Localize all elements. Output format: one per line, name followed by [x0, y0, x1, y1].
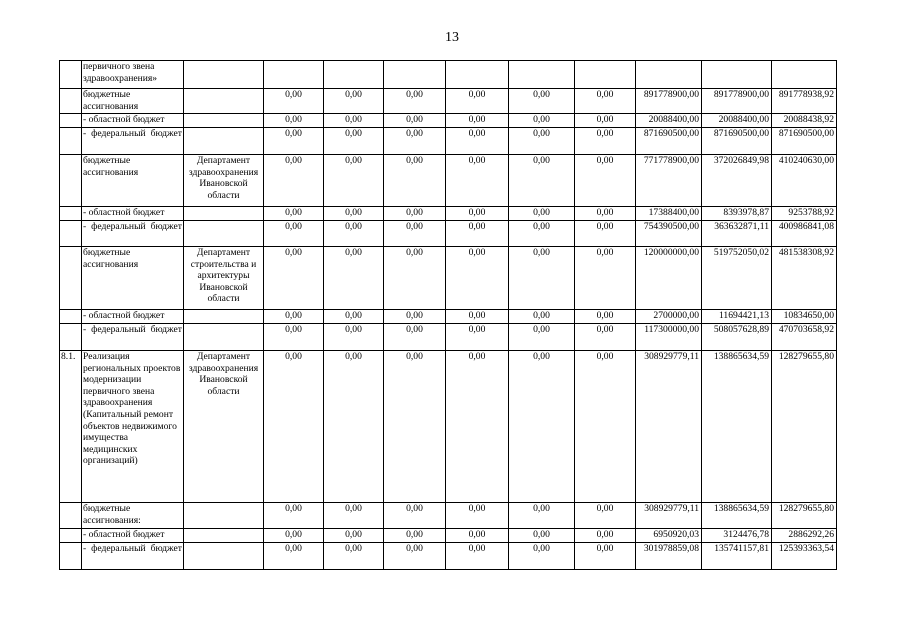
row-number-cell	[60, 310, 82, 324]
amount-cell: 0,00	[446, 503, 509, 529]
amount-cell: 308929779,11	[636, 351, 702, 503]
amount-cell: 0,00	[575, 247, 636, 310]
amount-cell: 410240630,00	[772, 155, 837, 207]
amount-cell: 0,00	[509, 543, 575, 570]
table-row	[60, 543, 837, 570]
table-row	[60, 89, 837, 114]
table-row	[60, 207, 837, 221]
department-cell	[184, 128, 264, 155]
amount-cell: 0,00	[264, 324, 324, 351]
amount-cell: 0,00	[264, 128, 324, 155]
amount-cell: 0,00	[509, 89, 575, 114]
amount-cell: 0,00	[575, 324, 636, 351]
amount-cell: 0,00	[384, 155, 446, 207]
amount-cell: 301978859,08	[636, 543, 702, 570]
row-number-cell	[60, 114, 82, 128]
item-name-cell: - областной бюджет	[82, 114, 184, 128]
amount-cell: 10834650,00	[772, 310, 837, 324]
item-name-cell: бюджетные ассигнования:	[82, 503, 184, 529]
table-row	[60, 503, 837, 529]
amount-cell: 0,00	[324, 155, 384, 207]
amount-cell: 0,00	[509, 247, 575, 310]
amount-cell: 138865634,59	[702, 351, 772, 503]
amount-cell: 0,00	[446, 128, 509, 155]
amount-cell: 0,00	[324, 247, 384, 310]
amount-cell: 0,00	[264, 503, 324, 529]
item-name-cell: бюджетные ассигнования	[82, 247, 184, 310]
department-cell: Департамент здравоохранения Ивановской области	[184, 155, 264, 207]
amount-cell: 0,00	[575, 128, 636, 155]
department-cell	[184, 503, 264, 529]
row-number-cell	[60, 221, 82, 247]
amount-cell: 2886292,26	[772, 529, 837, 543]
item-name-cell: - федеральный бюджет	[82, 543, 184, 570]
amount-cell	[636, 61, 702, 89]
row-number-cell	[60, 503, 82, 529]
amount-cell: 871690500,00	[702, 128, 772, 155]
amount-cell: 0,00	[509, 351, 575, 503]
amount-cell: 308929779,11	[636, 503, 702, 529]
amount-cell: 20088400,00	[636, 114, 702, 128]
amount-cell	[772, 61, 837, 89]
amount-cell: 0,00	[384, 207, 446, 221]
department-cell	[184, 221, 264, 247]
amount-cell: 0,00	[509, 114, 575, 128]
amount-cell: 0,00	[384, 351, 446, 503]
amount-cell: 0,00	[509, 155, 575, 207]
amount-cell: 0,00	[509, 503, 575, 529]
amount-cell: 0,00	[324, 351, 384, 503]
row-number-cell	[60, 89, 82, 114]
amount-cell: 0,00	[324, 310, 384, 324]
page-number: 13	[445, 30, 459, 45]
amount-cell: 8393978,87	[702, 207, 772, 221]
amount-cell: 0,00	[324, 89, 384, 114]
amount-cell: 0,00	[509, 324, 575, 351]
amount-cell: 128279655,80	[772, 351, 837, 503]
amount-cell: 0,00	[384, 310, 446, 324]
amount-cell: 20088438,92	[772, 114, 837, 128]
amount-cell: 0,00	[264, 351, 324, 503]
table-row	[60, 114, 837, 128]
amount-cell	[446, 61, 509, 89]
amount-cell: 0,00	[509, 310, 575, 324]
row-number-cell	[60, 155, 82, 207]
table-row	[60, 529, 837, 543]
amount-cell: 0,00	[575, 114, 636, 128]
amount-cell	[264, 61, 324, 89]
amount-cell: 135741157,81	[702, 543, 772, 570]
amount-cell: 6950920,03	[636, 529, 702, 543]
amount-cell: 0,00	[264, 310, 324, 324]
row-number-cell	[60, 324, 82, 351]
row-number-cell	[60, 543, 82, 570]
amount-cell: 871690500,00	[772, 128, 837, 155]
amount-cell: 400986841,08	[772, 221, 837, 247]
department-cell	[184, 543, 264, 570]
row-number-cell	[60, 529, 82, 543]
item-name-cell: бюджетные ассигнования	[82, 155, 184, 207]
amount-cell: 0,00	[509, 128, 575, 155]
amount-cell: 0,00	[384, 114, 446, 128]
amount-cell: 0,00	[446, 543, 509, 570]
amount-cell: 0,00	[446, 247, 509, 310]
amount-cell: 754390500,00	[636, 221, 702, 247]
amount-cell: 0,00	[384, 221, 446, 247]
item-name-cell: - федеральный бюджет	[82, 128, 184, 155]
amount-cell: 372026849,98	[702, 155, 772, 207]
amount-cell: 0,00	[324, 543, 384, 570]
amount-cell: 0,00	[384, 543, 446, 570]
amount-cell: 0,00	[384, 89, 446, 114]
amount-cell: 891778900,00	[636, 89, 702, 114]
item-name-cell: - областной бюджет	[82, 310, 184, 324]
amount-cell: 20088400,00	[702, 114, 772, 128]
amount-cell	[384, 61, 446, 89]
department-cell	[184, 310, 264, 324]
amount-cell: 0,00	[446, 324, 509, 351]
row-number-cell: 8.1.	[60, 351, 82, 503]
item-name-cell: первичного звена здравоохранения»	[82, 61, 184, 89]
row-number-cell	[60, 247, 82, 310]
amount-cell: 0,00	[264, 89, 324, 114]
amount-cell: 0,00	[264, 114, 324, 128]
department-cell: Департамент здравоохранения Ивановской области	[184, 351, 264, 503]
amount-cell: 0,00	[575, 221, 636, 247]
amount-cell: 9253788,92	[772, 207, 837, 221]
amount-cell: 0,00	[509, 221, 575, 247]
amount-cell: 0,00	[264, 247, 324, 310]
amount-cell	[575, 61, 636, 89]
department-cell	[184, 529, 264, 543]
table-row	[60, 221, 837, 247]
amount-cell: 0,00	[324, 114, 384, 128]
amount-cell: 0,00	[575, 155, 636, 207]
table-row	[60, 310, 837, 324]
table-row	[60, 351, 837, 503]
department-cell	[184, 324, 264, 351]
amount-cell: 0,00	[324, 324, 384, 351]
amount-cell: 120000000,00	[636, 247, 702, 310]
amount-cell: 17388400,00	[636, 207, 702, 221]
amount-cell: 0,00	[264, 543, 324, 570]
row-number-cell	[60, 61, 82, 89]
table-row	[60, 324, 837, 351]
amount-cell: 2700000,00	[636, 310, 702, 324]
amount-cell: 0,00	[575, 543, 636, 570]
amount-cell: 0,00	[509, 207, 575, 221]
table-row	[60, 155, 837, 207]
item-name-cell: - областной бюджет	[82, 529, 184, 543]
amount-cell: 0,00	[575, 503, 636, 529]
item-name-cell: - федеральный бюджет	[82, 324, 184, 351]
amount-cell: 0,00	[384, 247, 446, 310]
amount-cell: 0,00	[446, 221, 509, 247]
amount-cell: 481538308,92	[772, 247, 837, 310]
amount-cell: 891778938,92	[772, 89, 837, 114]
table-row	[60, 247, 837, 310]
amount-cell: 0,00	[575, 310, 636, 324]
amount-cell: 138865634,59	[702, 503, 772, 529]
amount-cell: 125393363,54	[772, 543, 837, 570]
amount-cell: 0,00	[384, 529, 446, 543]
amount-cell: 363632871,11	[702, 221, 772, 247]
amount-cell: 891778900,00	[702, 89, 772, 114]
amount-cell: 0,00	[264, 529, 324, 543]
row-number-cell	[60, 128, 82, 155]
amount-cell: 0,00	[446, 114, 509, 128]
amount-cell: 0,00	[446, 155, 509, 207]
amount-cell: 0,00	[384, 503, 446, 529]
department-cell	[184, 114, 264, 128]
amount-cell: 0,00	[575, 351, 636, 503]
amount-cell: 0,00	[575, 529, 636, 543]
amount-cell: 0,00	[575, 89, 636, 114]
amount-cell	[324, 61, 384, 89]
amount-cell: 0,00	[446, 207, 509, 221]
amount-cell: 0,00	[324, 221, 384, 247]
amount-cell: 519752050,02	[702, 247, 772, 310]
item-name-cell: бюджетные ассигнования	[82, 89, 184, 114]
table-row	[60, 128, 837, 155]
amount-cell: 0,00	[446, 310, 509, 324]
amount-cell: 0,00	[324, 503, 384, 529]
amount-cell: 0,00	[324, 128, 384, 155]
table-row	[60, 61, 837, 89]
department-cell	[184, 61, 264, 89]
amount-cell: 0,00	[575, 207, 636, 221]
amount-cell: 3124476,78	[702, 529, 772, 543]
amount-cell: 508057628,89	[702, 324, 772, 351]
item-name-cell: - федеральный бюджет	[82, 221, 184, 247]
amount-cell: 0,00	[384, 128, 446, 155]
amount-cell: 0,00	[446, 529, 509, 543]
amount-cell: 0,00	[446, 351, 509, 503]
amount-cell: 470703658,92	[772, 324, 837, 351]
amount-cell: 771778900,00	[636, 155, 702, 207]
amount-cell	[702, 61, 772, 89]
amount-cell: 0,00	[264, 155, 324, 207]
amount-cell: 0,00	[264, 207, 324, 221]
amount-cell: 11694421,13	[702, 310, 772, 324]
department-cell	[184, 207, 264, 221]
amount-cell	[509, 61, 575, 89]
amount-cell: 0,00	[509, 529, 575, 543]
amount-cell: 128279655,80	[772, 503, 837, 529]
amount-cell: 0,00	[324, 207, 384, 221]
item-name-cell: - областной бюджет	[82, 207, 184, 221]
department-cell	[184, 89, 264, 114]
amount-cell: 0,00	[384, 324, 446, 351]
budget-table	[59, 60, 837, 570]
amount-cell: 0,00	[264, 221, 324, 247]
department-cell: Департамент строительства и архитектуры Ивановской области	[184, 247, 264, 310]
item-name-cell: Реализация региональных проектов модернизации первичного звена здравоохранения (Капитальный ремонт объектов недвижимого имущества медицинских организаций)	[82, 351, 184, 503]
row-number-cell	[60, 207, 82, 221]
amount-cell: 0,00	[324, 529, 384, 543]
amount-cell: 0,00	[446, 89, 509, 114]
amount-cell: 117300000,00	[636, 324, 702, 351]
amount-cell: 871690500,00	[636, 128, 702, 155]
